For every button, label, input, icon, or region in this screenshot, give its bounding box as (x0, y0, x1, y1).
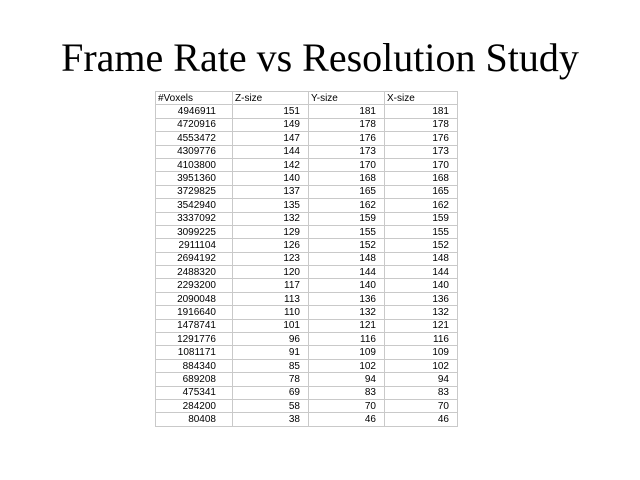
table-row (156, 333, 458, 346)
table-row (156, 145, 458, 158)
table-row (156, 225, 458, 238)
y-size-cell: 159 (309, 212, 385, 225)
x-size-cell: 121 (385, 319, 458, 332)
y-size-cell: 70 (309, 399, 385, 412)
z-size-cell: 38 (233, 413, 309, 426)
table-row (156, 292, 458, 305)
y-size-cell: 102 (309, 359, 385, 372)
x-size-cell: 159 (385, 212, 458, 225)
x-size-cell: 136 (385, 292, 458, 305)
y-size-cell: 140 (309, 279, 385, 292)
voxels-cell: 2293200 (156, 279, 233, 292)
voxels-cell: 284200 (156, 399, 233, 412)
table-row (156, 118, 458, 131)
table-body (156, 105, 458, 426)
x-size-cell: 176 (385, 132, 458, 145)
table-row (156, 199, 458, 212)
z-size-cell: 129 (233, 225, 309, 238)
y-size-cell: 178 (309, 118, 385, 131)
voxel-table-container (155, 91, 458, 427)
x-size-cell: 178 (385, 118, 458, 131)
y-size-cell: 46 (309, 413, 385, 426)
z-size-cell: 132 (233, 212, 309, 225)
x-size-cell: 165 (385, 185, 458, 198)
x-size-cell: 116 (385, 333, 458, 346)
x-size-cell: 152 (385, 239, 458, 252)
y-size-cell: 148 (309, 252, 385, 265)
x-size-cell: 109 (385, 346, 458, 359)
voxels-cell: 1478741 (156, 319, 233, 332)
voxel-resolution-table (155, 91, 458, 427)
voxels-cell: 4946911 (156, 105, 233, 118)
table-row (156, 399, 458, 412)
table-row (156, 105, 458, 118)
table-row (156, 185, 458, 198)
z-size-cell: 120 (233, 266, 309, 279)
header-z-size: Z-size (233, 92, 309, 105)
x-size-cell: 70 (385, 399, 458, 412)
y-size-cell: 109 (309, 346, 385, 359)
table-row (156, 252, 458, 265)
table-row (156, 386, 458, 399)
z-size-cell: 135 (233, 199, 309, 212)
x-size-cell: 144 (385, 266, 458, 279)
y-size-cell: 94 (309, 373, 385, 386)
y-size-cell: 132 (309, 306, 385, 319)
table-row (156, 266, 458, 279)
table-row (156, 132, 458, 145)
x-size-cell: 132 (385, 306, 458, 319)
table-row (156, 373, 458, 386)
y-size-cell: 162 (309, 199, 385, 212)
z-size-cell: 142 (233, 158, 309, 171)
voxels-cell: 3542940 (156, 199, 233, 212)
voxels-cell: 3099225 (156, 225, 233, 238)
voxels-cell: 689208 (156, 373, 233, 386)
x-size-cell: 94 (385, 373, 458, 386)
z-size-cell: 69 (233, 386, 309, 399)
header-x-size: X-size (385, 92, 458, 105)
z-size-cell: 113 (233, 292, 309, 305)
x-size-cell: 181 (385, 105, 458, 118)
x-size-cell: 168 (385, 172, 458, 185)
z-size-cell: 137 (233, 185, 309, 198)
x-size-cell: 173 (385, 145, 458, 158)
y-size-cell: 170 (309, 158, 385, 171)
y-size-cell: 181 (309, 105, 385, 118)
z-size-cell: 101 (233, 319, 309, 332)
voxels-cell: 1081171 (156, 346, 233, 359)
z-size-cell: 85 (233, 359, 309, 372)
z-size-cell: 123 (233, 252, 309, 265)
z-size-cell: 96 (233, 333, 309, 346)
voxels-cell: 1916640 (156, 306, 233, 319)
voxels-cell: 3951360 (156, 172, 233, 185)
y-size-cell: 116 (309, 333, 385, 346)
table-row (156, 172, 458, 185)
header-y-size: Y-size (309, 92, 385, 105)
z-size-cell: 117 (233, 279, 309, 292)
voxels-cell: 4309776 (156, 145, 233, 158)
table-row (156, 359, 458, 372)
x-size-cell: 102 (385, 359, 458, 372)
y-size-cell: 173 (309, 145, 385, 158)
z-size-cell: 58 (233, 399, 309, 412)
y-size-cell: 136 (309, 292, 385, 305)
voxels-cell: 3337092 (156, 212, 233, 225)
slide-title: Frame Rate vs Resolution Study (61, 35, 579, 80)
z-size-cell: 147 (233, 132, 309, 145)
voxels-cell: 80408 (156, 413, 233, 426)
voxels-cell: 475341 (156, 386, 233, 399)
table-row (156, 279, 458, 292)
table-row (156, 158, 458, 171)
voxels-cell: 4720916 (156, 118, 233, 131)
z-size-cell: 144 (233, 145, 309, 158)
x-size-cell: 140 (385, 279, 458, 292)
x-size-cell: 162 (385, 199, 458, 212)
z-size-cell: 91 (233, 346, 309, 359)
table-row (156, 319, 458, 332)
header-voxels: #Voxels (156, 92, 233, 105)
z-size-cell: 126 (233, 239, 309, 252)
y-size-cell: 155 (309, 225, 385, 238)
table-row (156, 212, 458, 225)
y-size-cell: 168 (309, 172, 385, 185)
table-row (156, 239, 458, 252)
voxels-cell: 3729825 (156, 185, 233, 198)
y-size-cell: 83 (309, 386, 385, 399)
y-size-cell: 165 (309, 185, 385, 198)
x-size-cell: 170 (385, 158, 458, 171)
table-row (156, 413, 458, 426)
x-size-cell: 83 (385, 386, 458, 399)
z-size-cell: 140 (233, 172, 309, 185)
table-row (156, 346, 458, 359)
table-header-row (156, 92, 458, 105)
y-size-cell: 176 (309, 132, 385, 145)
voxels-cell: 2488320 (156, 266, 233, 279)
x-size-cell: 148 (385, 252, 458, 265)
z-size-cell: 149 (233, 118, 309, 131)
z-size-cell: 151 (233, 105, 309, 118)
voxels-cell: 4103800 (156, 158, 233, 171)
voxels-cell: 2090048 (156, 292, 233, 305)
voxels-cell: 2911104 (156, 239, 233, 252)
y-size-cell: 121 (309, 319, 385, 332)
x-size-cell: 155 (385, 225, 458, 238)
table-row (156, 306, 458, 319)
z-size-cell: 78 (233, 373, 309, 386)
x-size-cell: 46 (385, 413, 458, 426)
y-size-cell: 152 (309, 239, 385, 252)
z-size-cell: 110 (233, 306, 309, 319)
y-size-cell: 144 (309, 266, 385, 279)
voxels-cell: 1291776 (156, 333, 233, 346)
voxels-cell: 4553472 (156, 132, 233, 145)
voxels-cell: 884340 (156, 359, 233, 372)
voxels-cell: 2694192 (156, 252, 233, 265)
